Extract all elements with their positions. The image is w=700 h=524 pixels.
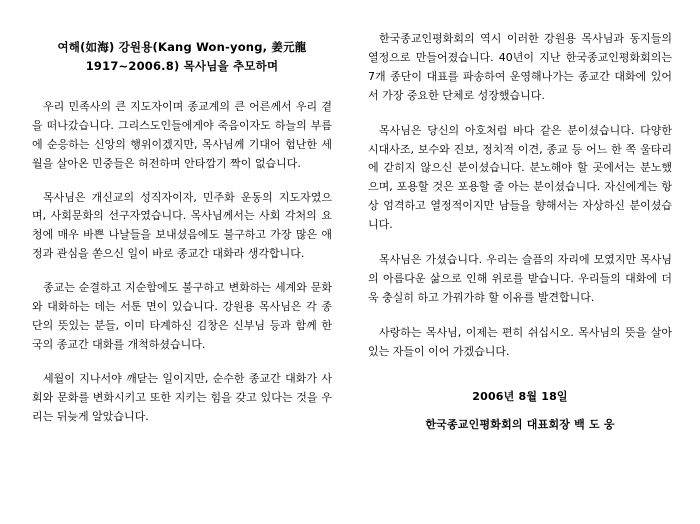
signature-name: 한국종교인평화회의 대표회장 백 도 웅	[425, 417, 615, 431]
right-paragraph-4: 사랑하는 목사님, 이제는 편히 쉬십시오. 목사님의 뜻을 살아있는 자들이 이어 가겠습니다.	[368, 325, 672, 358]
left-paragraph-2: 목사님은 개신교의 성직자이자, 민주화 운동의 지도자였으며, 사회문화의 선구자였습니다. 목사님께서는 사회 각처의 요청에 매우 바쁜 나날들을 보내셨음에도 불구하고 가장 많은 애정과 관심을 쏟으신 일이 바로 종교간 대화라 생각합니다.	[32, 190, 332, 261]
left-column	[24, 30, 350, 514]
right-column	[350, 30, 676, 514]
document-title	[32, 38, 332, 76]
right-paragraph-1: 한국종교인평화회의 역시 이러한 강원용 목사님과 동지들의 열정으로 만들어졌습니다. 40년이 지난 한국종교인평화회의는 7개 종단이 대표를 파송하여 운영해나가는 종교간 대화에 있어서 가장 중요한 단체로 성장했습니다.	[368, 32, 672, 102]
right-paragraph-3: 목사님은 가셨습니다. 우리는 슬픔의 자리에 모였지만 목사님의 아름다운 삶으로 인해 위로를 받습니다. 우리들의 대화에 더욱 충실히 하고 가꿔가햐 할 이유를 발견합니다.	[368, 253, 672, 304]
left-paragraph-1: 우리 민족사의 큰 지도자이며 종교계의 큰 어른께서 우리 곁을 떠나갔습니다. 그리스도인들에게야 죽음이자도 하늘의 부름에 순응하는 신앙의 행위이겠지만, 목사님께 기대어 험난한 세월을 살아온 민중들은 허전하며 안타깝기 짝이 없습니다.	[32, 99, 332, 170]
left-paragraph-4: 세월이 지나서야 깨닫는 일이지만, 순수한 종교간 대화가 사회와 문화를 변화시키고 또한 지키는 힘을 갖고 있다는 것을 우리는 뒤늦게 알았습니다.	[32, 371, 332, 423]
title-line-2: 1917~2006.8) 목사님을 추모하며	[85, 58, 279, 73]
title-line-1: 여해(如海) 강원용(Kang Won-yong, 姜元龍	[57, 40, 307, 54]
right-paragraph-2: 목사님은 당신의 아호처럼 바다 같은 분이셨습니다. 다양한 시대사조, 보수와 진보, 정치적 이견, 종교 등 어느 한 쪽 울타리에 갇히지 않으신 분이셨습니다. 분노해야 할 곳에서는 분노했으며, 포용할 것은 포용할 줄 아는 분이셨습니다. 자신에게는 항상 엄격하고 열정적이지만 남들을 향해서는 자상하신 분이셨습니다.	[368, 123, 672, 232]
signature-date: 2006년 8월 18일	[472, 389, 568, 403]
left-paragraph-3: 종교는 순결하고 지순함에도 불구하고 변화하는 세계와 문화와 대화하는 데는 서툰 면이 있습니다. 강원용 목사님은 각 종단의 뜻있는 분들, 이미 타계하신 김창은 신부님 등과 함께 한국의 종교간 대화를 개척하셨습니다.	[32, 281, 332, 351]
